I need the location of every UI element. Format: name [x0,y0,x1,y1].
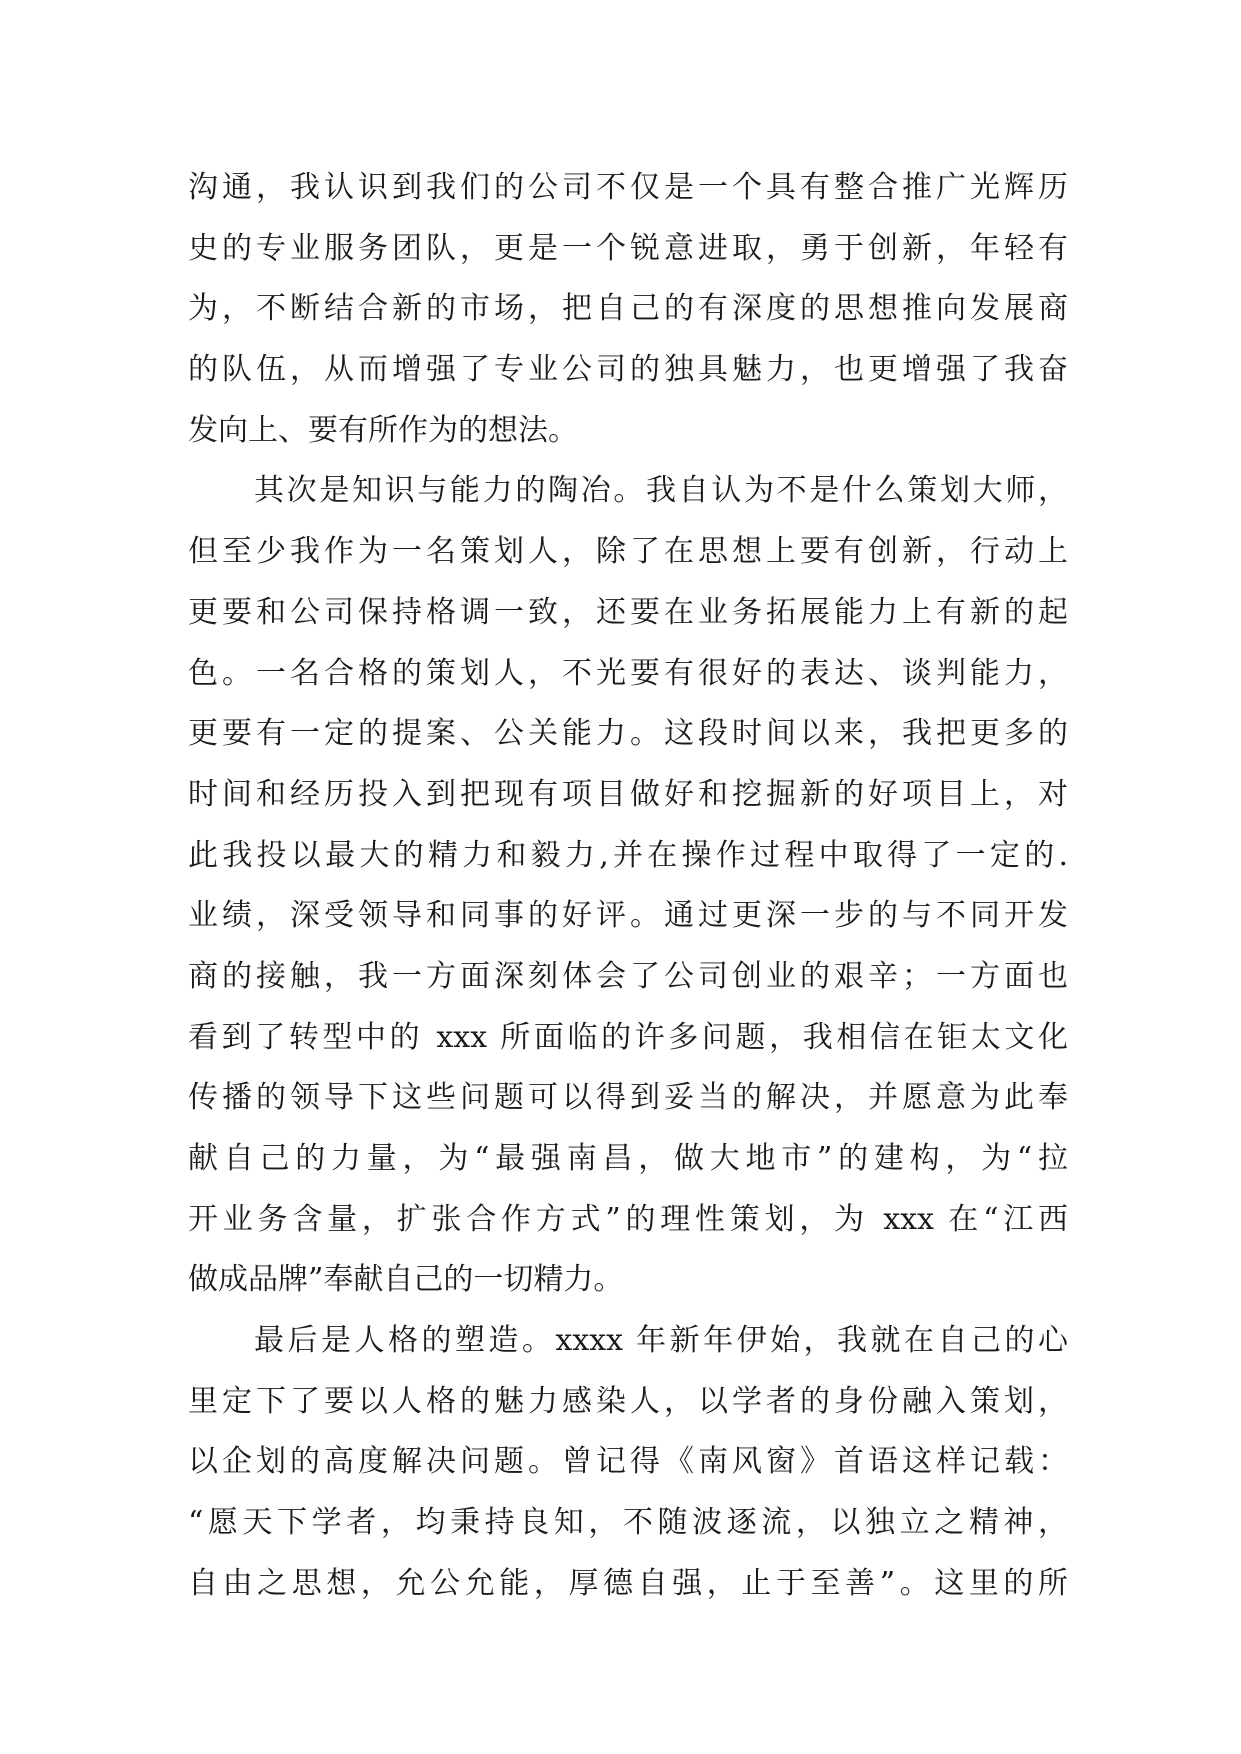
text-line: 沟通，我认识到我们的公司不仅是一个具有整合推广光辉历 [188,170,1068,205]
text-line: 做成品牌”奉献自己的一切精力。 [188,1262,624,1298]
text-line: 的队伍，从而增强了专业公司的独具魅力，也更增强了我奋 [188,352,1068,388]
text-line: 更要和公司保持格调一致，还要在业务拓展能力上有新的起 [188,594,1068,630]
text-line: 更要有一定的提案、公关能力。这段时间以来，我把更多的 [188,716,1068,752]
text-line: 里定下了要以人格的魅力感染人，以学者的身份融入策划， [188,1383,1068,1419]
text-line: 自由之思想，允公允能，厚德自强，止于至善”。这里的所 [188,1565,1068,1601]
text-line: “愿天下学者，均秉持良知，不随波逐流，以独立之精神， [188,1505,1068,1541]
text-line: 发向上、要有所作为的想法。 [188,412,578,448]
text-line: 此我投以最大的精力和毅力,并在操作过程中取得了一定的. [188,837,1068,873]
text-line: 时间和经历投入到把现有项目做好和挖掘新的好项目上，对 [188,776,1068,812]
text-line: 商的接触，我一方面深刻体会了公司创业的艰辛；一方面也 [188,958,1068,994]
text-line: 开业务含量，扩张合作方式”的理性策划，为 xxx 在“江西 [188,1201,1068,1237]
text-line: 色。一名合格的策划人，不光要有很好的表达、谈判能力， [188,655,1068,691]
text-line: 史的专业服务团队，更是一个锐意进取，勇于创新，年轻有 [188,230,1068,266]
text-line: 但至少我作为一名策划人，除了在思想上要有创新，行动上 [188,534,1068,570]
text-line: 传播的领导下这些问题可以得到妥当的解决，并愿意为此奉 [188,1080,1068,1116]
paragraph-start-line: 最后是人格的塑造。xxxx 年新年伊始，我就在自己的心 [254,1323,1068,1359]
text-line: 以企划的高度解决问题。曾记得《南风窗》首语这样记载： [188,1444,1068,1480]
body-text [188,158,1068,1615]
text-line: 献自己的力量，为“最强南昌，做大地市”的建构，为“拉 [188,1141,1068,1176]
text-line: 看到了转型中的 xxx 所面临的许多问题，我相信在钜太文化 [188,1019,1068,1055]
text-line: 为，不断结合新的市场，把自己的有深度的思想推向发展商 [188,291,1068,327]
text-line: 业绩，深受领导和同事的好评。通过更深一步的与不同开发 [188,898,1068,934]
paragraph-start-line: 其次是知识与能力的陶冶。我自认为不是什么策划大师， [254,473,1068,509]
